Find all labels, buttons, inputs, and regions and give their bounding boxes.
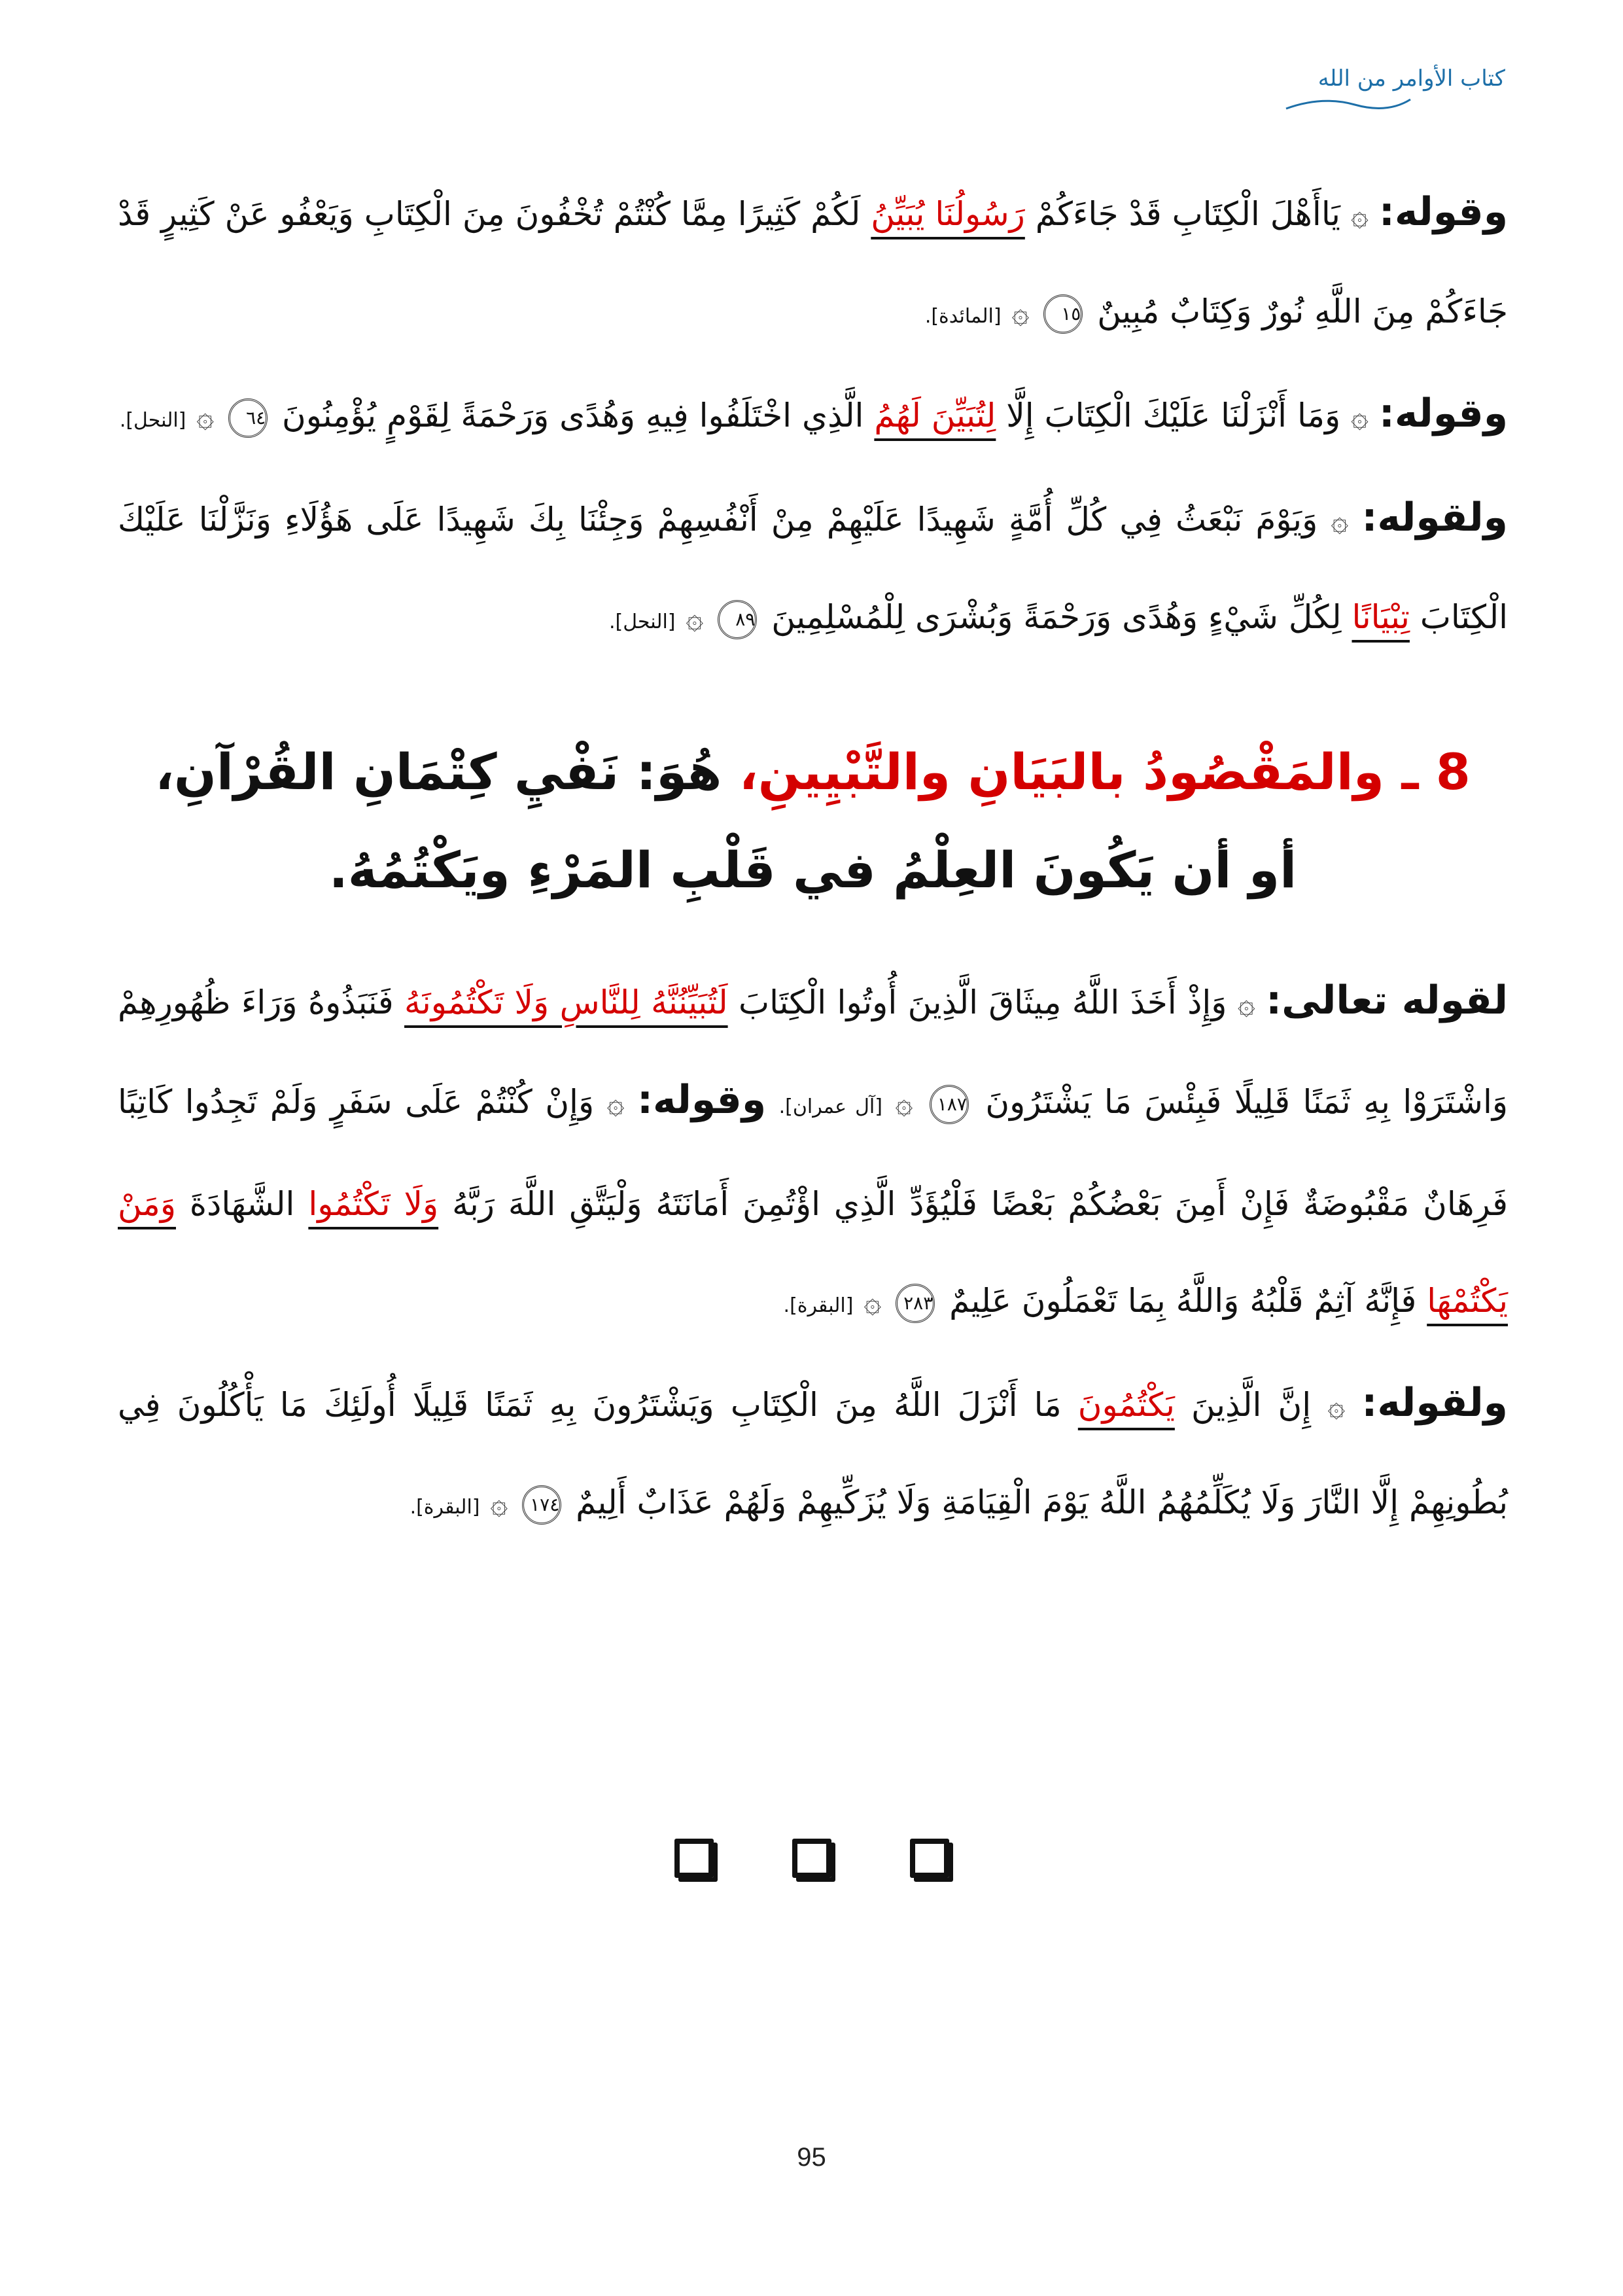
verse-close-ornament-icon: ۞ bbox=[686, 600, 704, 635]
verse-number-badge: ١٥ bbox=[1043, 294, 1083, 334]
verse-close-ornament-icon: ۞ bbox=[895, 1085, 913, 1120]
highlighted-phrase: تِبْيَانًا bbox=[1352, 598, 1410, 636]
verse-text: الشَّهَادَةَ bbox=[189, 1185, 295, 1223]
paragraph-nahl-64 bbox=[118, 365, 1508, 469]
page-number: 95 bbox=[797, 2143, 826, 2172]
highlighted-phrase: لِتُبَيِّنَ لَهُمُ bbox=[874, 397, 996, 434]
verse-text: يَاأَهْلَ الْكِتَابِ قَدْ جَاءَكُمْ bbox=[1035, 195, 1340, 233]
heading-number: 8 ـ bbox=[1401, 743, 1471, 801]
page-body bbox=[118, 164, 1508, 1556]
paragraph-lead: ولقوله: bbox=[1361, 1380, 1508, 1426]
verse-text: وَإِذْ أَخَذَ اللَّهُ مِيثَاقَ الَّذِينَ أُوتُوا الْكِتَابَ bbox=[739, 983, 1227, 1021]
verse-number-badge: ٦٤ bbox=[228, 398, 268, 438]
sura-reference: [آل عمران]. bbox=[778, 1095, 882, 1118]
section-divider bbox=[0, 1839, 1623, 1878]
verse-number-badge: ١٨٧ bbox=[930, 1085, 969, 1124]
verse-number-badge: ٢٨٣ bbox=[896, 1284, 935, 1323]
section-heading bbox=[118, 723, 1508, 919]
heading-black-part: هُوَ: نَفْيِ كِتْمَانِ القُرْآنِ، bbox=[155, 743, 722, 801]
heading-line-2: أو أن يَكُونَ العِلْمُ في قَلْبِ المَرْءِ ويَكْتُمُهُ. bbox=[328, 841, 1297, 899]
verse-text: وَإِنْ كُنْتُمْ عَلَى سَفَرٍ وَلَمْ تَجِدُوا كَاتِبًا فَرِهَانٌ مَقْبُوضَةٌ فَإِنْ أَمِنَ بَعْضُكُمْ بَعْضًا فَلْيُؤَدِّ الَّذِي اؤْتُمِنَ أَمَانَتَهُ وَلْيَتَّقِ اللَّهَ رَبَّهُ bbox=[118, 1083, 1508, 1223]
highlighted-phrase: وَلَا تَكْتُمُوا bbox=[308, 1185, 439, 1223]
verse-open-ornament-icon: ۞ bbox=[1331, 503, 1349, 538]
verse-close-ornament-icon: ۞ bbox=[864, 1284, 882, 1319]
paragraph-lead: ولقوله: bbox=[1361, 495, 1508, 540]
highlighted-phrase: رَسُولُنَا يُبَيِّنُ bbox=[871, 195, 1025, 233]
verse-text: إِنَّ الَّذِينَ bbox=[1191, 1386, 1312, 1424]
verse-number-badge: ٨٩ bbox=[718, 600, 757, 639]
sura-reference: [النحل]. bbox=[119, 409, 186, 432]
verse-text: وَيَوْمَ نَبْعَثُ فِي كُلِّ أُمَّةٍ شَهِيدًا عَلَيْهِمْ مِنْ أَنْفُسِهِمْ وَجِئْنَا بِكَ شَهِيدًا عَلَى هَؤُلَاءِ وَنَزَّلْنَا عَلَيْكَ الْكِتَابَ bbox=[118, 501, 1508, 636]
verse-text: مَا أَنْزَلَ اللَّهُ مِنَ الْكِتَابِ وَيَشْتَرُونَ بِهِ ثَمَنًا قَلِيلًا أُولَئِكَ مَا يَأْكُلُونَ فِي بُطُونِهِمْ إِلَّا النَّارَ وَلَا يُكَلِّمُهُمُ اللَّهُ يَوْمَ الْقِيَامَةِ وَلَا يُزَكِّيهِمْ وَلَهُمْ عَذَابٌ أَلِيمٌ bbox=[118, 1386, 1508, 1521]
verse-open-ornament-icon: ۞ bbox=[606, 1085, 625, 1120]
sura-reference: [البقرة]. bbox=[410, 1496, 480, 1519]
header-swash-ornament bbox=[1283, 94, 1414, 114]
highlighted-phrase: وَمَنْ يَكْتُمْهَا bbox=[118, 1185, 1508, 1320]
heading-line-1 bbox=[118, 723, 1508, 821]
paragraph-lead: لقوله تعالى: bbox=[1266, 978, 1508, 1023]
verse-text: لَكُمْ كَثِيرًا مِمَّا كُنْتُمْ تُخْفُونَ مِنَ الْكِتَابِ وَيَعْفُو عَنْ كَثِيرٍ قَدْ جَاءَكُمْ مِنَ اللَّهِ نُورٌ وَكِتَابٌ مُبِينٌ bbox=[118, 195, 1508, 330]
verse-open-ornament-icon: ۞ bbox=[1327, 1388, 1346, 1423]
header-title: كتاب الأوامر من الله bbox=[1318, 65, 1505, 92]
verse-text: فَنَبَذُوهُ وَرَاءَ ظُهُورِهِمْ وَاشْتَرَوْا بِهِ ثَمَنًا قَلِيلًا فَبِئْسَ مَا يَشْتَرُونَ bbox=[118, 983, 1508, 1121]
paragraph-maida-15 bbox=[118, 164, 1508, 365]
verse-text: الَّذِي اخْتَلَفُوا فِيهِ وَهُدًى وَرَحْمَةً لِقَوْمٍ يُؤْمِنُونَ bbox=[282, 397, 864, 434]
verse-number-badge: ١٧٤ bbox=[522, 1485, 561, 1525]
verse-close-ornament-icon: ۞ bbox=[196, 398, 215, 434]
verse-text: لِكُلِّ شَيْءٍ وَهُدًى وَرَحْمَةً وَبُشْرَى لِلْمُسْلِمِينَ bbox=[771, 598, 1342, 636]
sura-reference: [المائدة]. bbox=[924, 305, 1002, 328]
verse-close-ornament-icon: ۞ bbox=[1011, 294, 1030, 330]
square-bullet-icon bbox=[792, 1839, 831, 1878]
verse-close-ornament-icon: ۞ bbox=[490, 1485, 508, 1521]
running-header bbox=[1270, 65, 1505, 114]
verse-open-ornament-icon: ۞ bbox=[1351, 398, 1369, 434]
paragraph-lead: وقوله: bbox=[1378, 189, 1508, 235]
paragraph-lead: وقوله: bbox=[637, 1077, 767, 1123]
sura-reference: [البقرة]. bbox=[783, 1294, 854, 1317]
square-bullet-icon bbox=[910, 1839, 949, 1878]
verse-open-ornament-icon: ۞ bbox=[1237, 985, 1255, 1021]
sura-reference: [النحل]. bbox=[608, 610, 676, 633]
highlighted-phrase: لَتُبَيِّنُنَّهُ لِلنَّاسِ وَلَا تَكْتُمُونَهُ bbox=[404, 983, 728, 1021]
heading-red-part: والمَقْصُودُ بالبَيَانِ والتَّبْيِينِ، bbox=[739, 743, 1385, 801]
paragraph-baqara-174 bbox=[118, 1354, 1508, 1556]
paragraph-lead: وقوله: bbox=[1378, 391, 1508, 436]
verse-open-ornament-icon: ۞ bbox=[1350, 197, 1369, 232]
verse-text: وَمَا أَنْزَلْنَا عَلَيْكَ الْكِتَابَ إِلَّا bbox=[1006, 397, 1341, 434]
paragraph-imran-187 bbox=[118, 952, 1508, 1354]
highlighted-phrase: يَكْتُمُونَ bbox=[1077, 1386, 1175, 1424]
verse-text: فَإِنَّهُ آثِمٌ قَلْبُهُ وَاللَّهُ بِمَا تَعْمَلُونَ عَلِيمٌ bbox=[949, 1282, 1417, 1320]
paragraph-nahl-89 bbox=[118, 469, 1508, 671]
square-bullet-icon bbox=[674, 1839, 714, 1878]
